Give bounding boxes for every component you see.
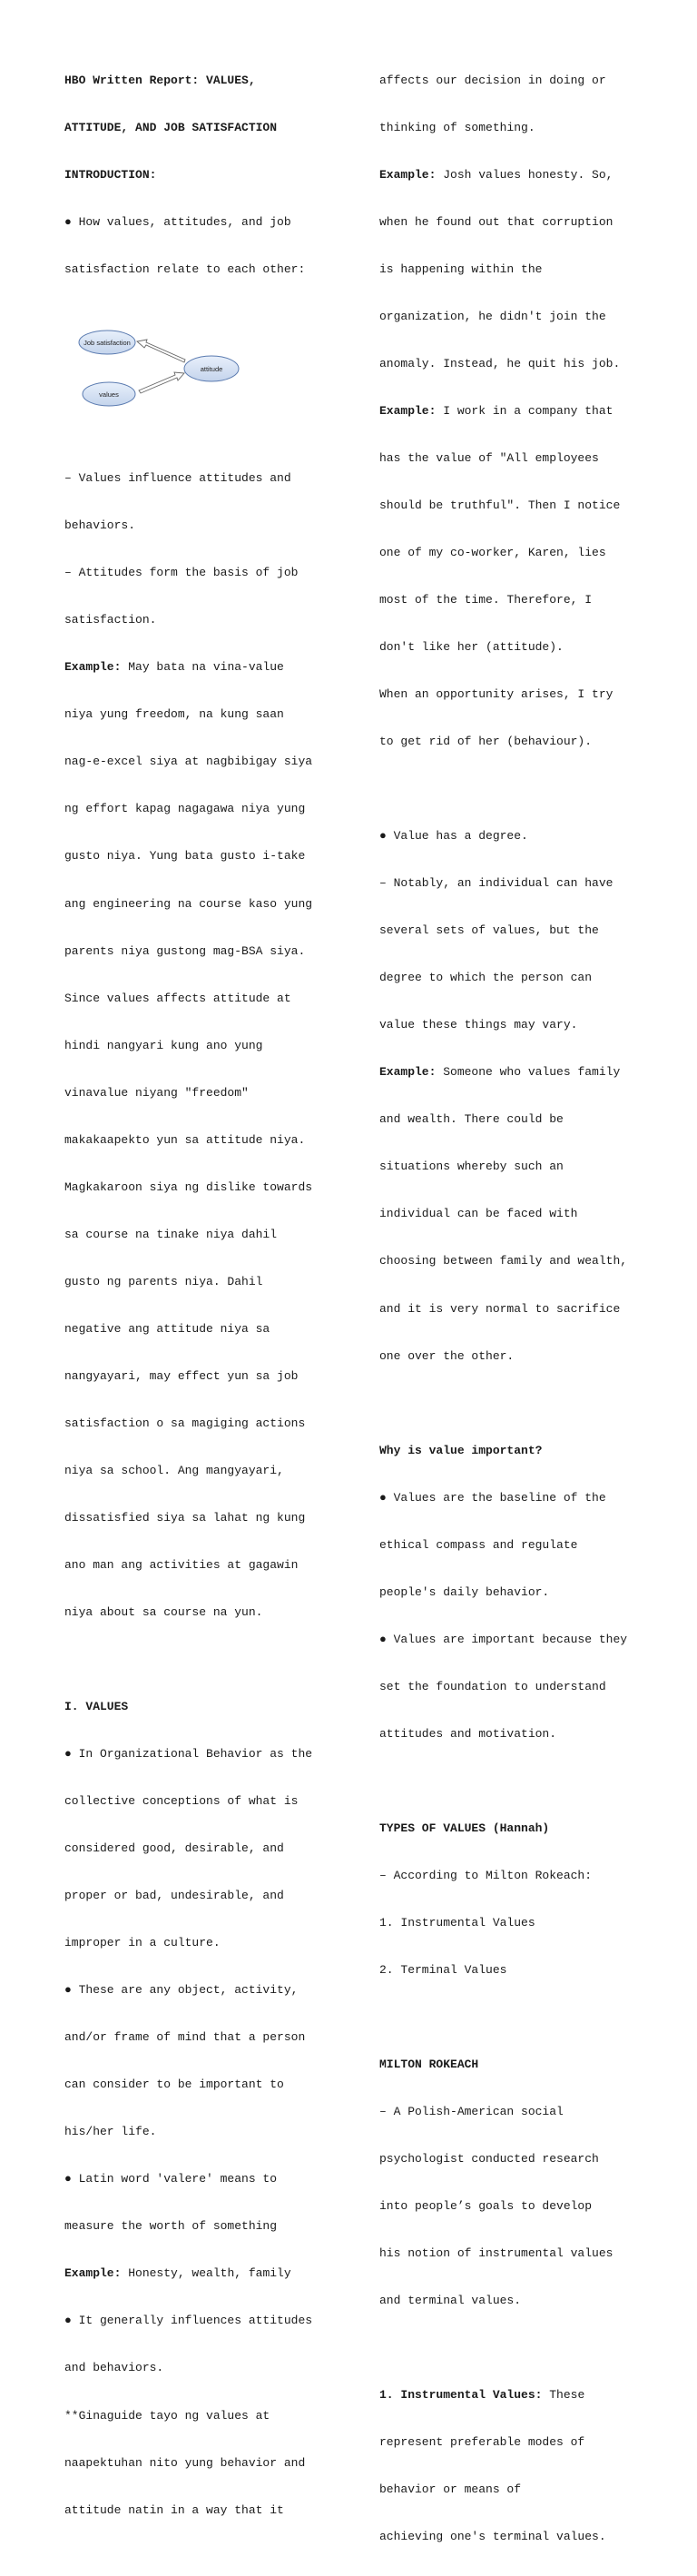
example-label: Example:	[64, 2266, 122, 2281]
values-text-line: improper in a culture.	[64, 1936, 221, 1950]
example-text-line: negative ang attitude niya sa	[64, 1321, 270, 1336]
example-text-line: nag-e-excel siya at nagbibigay siya	[64, 755, 313, 769]
right-text-line: 1. Instrumental Values	[379, 1915, 535, 1930]
milton-rokeach-heading: MILTON ROKEACH	[379, 2058, 479, 2071]
right-text-line: affects our decision in doing or	[379, 73, 606, 87]
right-text-line: achieving one's terminal values.	[379, 2530, 606, 2544]
example-text-line: vinavalue niyang "freedom"	[64, 1085, 249, 1100]
right-text-line: attitudes and motivation.	[379, 1726, 557, 1741]
attitude-node-label: attitude	[200, 365, 223, 374]
values-text-line: naapektuhan nito yung behavior and	[64, 2455, 306, 2470]
right-text-line: set the foundation to understand	[379, 1679, 606, 1693]
values-text-line: proper or bad, undesirable, and	[64, 1889, 284, 1903]
right-text-line: when he found out that corruption	[379, 214, 614, 229]
instrumental-values-text: These	[542, 2388, 585, 2403]
example-text-line: gusto ng parents niya. Dahil	[64, 1274, 263, 1288]
right-text-line: and wealth. There could be	[379, 1112, 564, 1127]
right-text-line: one of my co-worker, Karen, lies	[379, 546, 606, 559]
job-satisfaction-node-label: Job satisfaction	[83, 339, 131, 348]
values-text-line: and behaviors.	[64, 2361, 164, 2375]
spacer	[64, 1652, 337, 1667]
right-text-line: should be truthful". Then I notice	[379, 498, 621, 512]
right-text-line: anomaly. Instead, he quit his job.	[379, 356, 621, 370]
right-text-line: into people’s goals to develop	[379, 2199, 593, 2214]
report-title-line-1: HBO Written Report: VALUES,	[64, 73, 256, 87]
types-of-values-heading: TYPES OF VALUES (Hannah)	[379, 1821, 550, 1835]
right-text-line: don't like her (attitude).	[379, 640, 564, 655]
example-label: Example:	[379, 1065, 437, 1080]
values-text-line: **Ginaguide tayo ng values at	[64, 2408, 270, 2423]
example-line	[379, 1064, 652, 1080]
right-text-line: is happening within the	[379, 262, 543, 276]
example-text: Someone who values family	[436, 1065, 621, 1080]
instrumental-values-label: 1. Instrumental Values:	[379, 2388, 543, 2403]
values-text-line: ● In Organizational Behavior as the	[64, 1747, 313, 1762]
right-text-line: most of the time. Therefore, I	[379, 593, 593, 607]
right-text-line: – Notably, an individual can have	[379, 876, 614, 891]
right-text-line: people's daily behavior.	[379, 1584, 550, 1599]
instrumental-values-line	[379, 2387, 652, 2403]
right-text-line: 2. Terminal Values	[379, 1962, 507, 1977]
example-text-line: niya yung freedom, na kung saan	[64, 707, 284, 722]
right-text-line: several sets of values, but the	[379, 923, 599, 938]
example-line	[64, 659, 337, 675]
left-column	[64, 41, 337, 2550]
example-label: Example:	[379, 167, 437, 182]
attitudes-basis-line: – Attitudes form the basis of job	[64, 566, 299, 580]
right-text-line: – A Polish-American social	[379, 2105, 564, 2119]
example-text-line: dissatisfied siya sa lahat ng kung	[64, 1510, 306, 1525]
values-text-line: his/her life.	[64, 2125, 157, 2139]
right-text-line: ● Values are the baseline of the	[379, 1490, 606, 1505]
example-text-line: nangyayari, may effect yun sa job	[64, 1368, 299, 1383]
example-text-line: sa course na tinake niya dahil	[64, 1227, 278, 1241]
values-example-line	[64, 2265, 337, 2281]
spacer	[379, 1773, 652, 1789]
right-text-line: degree to which the person can	[379, 971, 593, 985]
attitude-to-job-satisfaction-arrow	[137, 340, 185, 362]
example-text-line: ng effort kapag nagagawa niya yung	[64, 802, 306, 816]
example-text-line: ano man ang activities at gagawin	[64, 1557, 299, 1572]
right-text-line: ● Values are important because they	[379, 1632, 628, 1646]
example-text-line: parents niya gustong mag-BSA siya.	[64, 943, 306, 958]
values-text-line: ● These are any object, activity,	[64, 1983, 299, 1998]
right-text-line: ethical compass and regulate	[379, 1537, 578, 1552]
example-text-line: niya sa school. Ang mangyayari,	[64, 1463, 284, 1477]
example-text-line: Magkakaroon siya ng dislike towards	[64, 1179, 313, 1194]
intro-bullet-cont: satisfaction relate to each other:	[64, 262, 306, 276]
right-text-line: ● Value has a degree.	[379, 829, 528, 844]
values-influence-line-cont: behaviors.	[64, 518, 136, 533]
right-column	[379, 41, 652, 2576]
spacer	[379, 781, 652, 796]
values-text-line: considered good, desirable, and	[64, 1841, 284, 1856]
right-text-line: one over the other.	[379, 1348, 515, 1363]
right-text-line: and it is very normal to sacrifice	[379, 1301, 621, 1316]
example-text: Josh values honesty. So,	[436, 167, 614, 182]
example-text-line: Since values affects attitude at	[64, 991, 291, 1005]
values-influence-line: – Values influence attitudes and	[64, 471, 291, 486]
right-text-line: his notion of instrumental values	[379, 2246, 614, 2261]
example-text-line: niya about sa course na yun.	[64, 1604, 263, 1619]
values-text-line: collective conceptions of what is	[64, 1794, 299, 1809]
example-text-line: makakaapekto yun sa attitude niya.	[64, 1132, 306, 1147]
values-to-attitude-arrow	[139, 372, 184, 393]
example-text-line: ang engineering na course kaso yung	[64, 896, 313, 911]
values-section-heading: I. VALUES	[64, 1700, 129, 1714]
example-text: I work in a company that	[436, 403, 614, 418]
right-text-line: behavior or means of	[379, 2482, 522, 2497]
right-text-line: psychologist conducted research	[379, 2152, 599, 2166]
report-title-line-2: ATTITUDE, AND JOB SATISFACTION	[64, 120, 278, 134]
spacer	[379, 2340, 652, 2355]
right-text-line: When an opportunity arises, I try	[379, 687, 614, 702]
values-node-label: values	[99, 390, 119, 400]
right-text-line: choosing between family and wealth,	[379, 1254, 628, 1268]
right-text-line: and terminal values.	[379, 2294, 522, 2308]
right-text-line: individual can be faced with	[379, 1207, 578, 1221]
example-text-line: hindi nangyari kung ano yung	[64, 1038, 263, 1052]
example-text: Honesty, wealth, family	[121, 2266, 291, 2281]
right-text-line: thinking of something.	[379, 120, 535, 134]
spacer	[379, 1396, 652, 1411]
example-text-line: satisfaction o sa magiging actions	[64, 1416, 306, 1430]
intro-bullet: ● How values, attitudes, and job	[64, 214, 291, 229]
right-text-line: situations whereby such an	[379, 1160, 564, 1174]
why-value-important-heading: Why is value important?	[379, 1443, 543, 1457]
values-text-line: attitude natin in a way that it	[64, 2502, 284, 2517]
example-text-line: gusto niya. Yung bata gusto i-take	[64, 849, 306, 864]
values-text-line: can consider to be important to	[64, 2078, 284, 2092]
right-text-line: – According to Milton Rokeach:	[379, 1868, 593, 1882]
example-text: May bata na vina-value	[121, 660, 284, 675]
values-attitude-satisfaction-diagram	[77, 327, 241, 418]
right-text-line: organization, he didn't join the	[379, 309, 606, 323]
values-text-line: ● Latin word 'valere' means to	[64, 2172, 278, 2186]
example-line	[379, 403, 652, 419]
right-text-line: to get rid of her (behaviour).	[379, 735, 593, 749]
introduction-heading: INTRODUCTION:	[64, 167, 157, 182]
right-text-line: has the value of "All employees	[379, 450, 599, 465]
example-label: Example:	[379, 403, 437, 418]
right-text-line: represent preferable modes of	[379, 2435, 585, 2450]
attitudes-basis-line-cont: satisfaction.	[64, 613, 157, 627]
example-label: Example:	[64, 660, 122, 675]
values-text-line: ● It generally influences attitudes	[64, 2314, 313, 2328]
right-text-line: value these things may vary.	[379, 1018, 578, 1032]
values-text-line: and/or frame of mind that a person	[64, 2030, 306, 2045]
spacer	[379, 2009, 652, 2025]
example-line	[379, 167, 652, 183]
values-text-line: measure the worth of something	[64, 2219, 278, 2234]
